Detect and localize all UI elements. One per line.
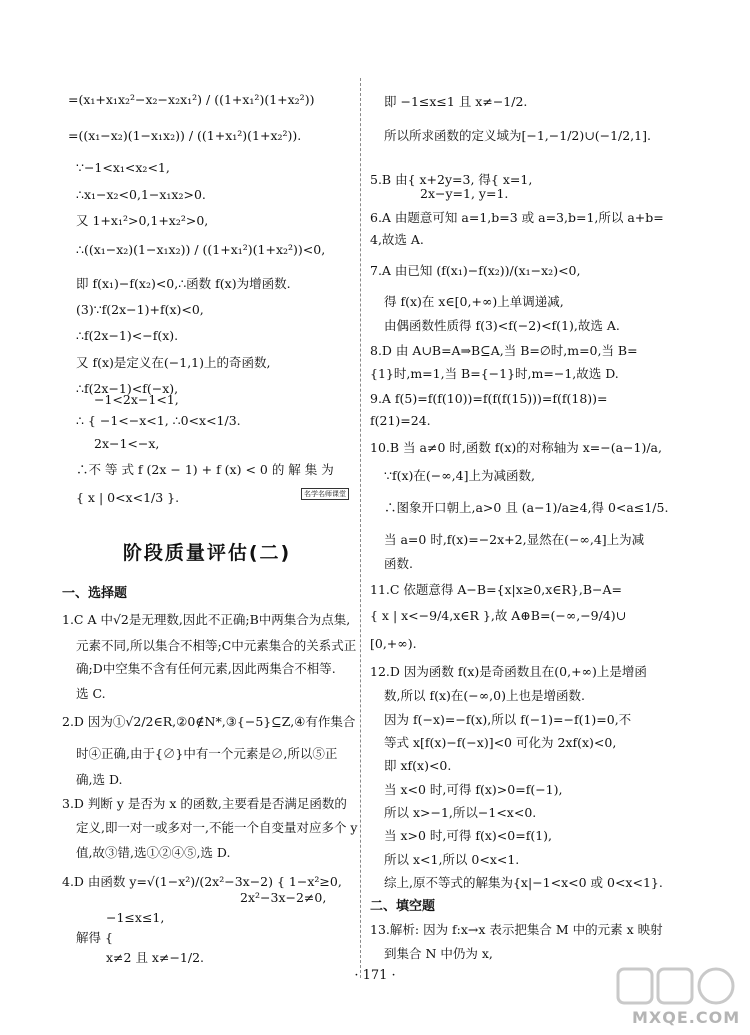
text-line: ∴x₁−x₂<0,1−x₁x₂>0. bbox=[76, 187, 206, 202]
text-line: 确;D中空集不含有任何元素,因此两集合不相等. bbox=[76, 661, 336, 676]
text-line: 时④正确,由于{∅}中有一个元素是∅,所以⑤正 bbox=[76, 746, 338, 761]
text-line: 2.D 因为①√2/2∈R,②0∉N*,③{−5}⊆Z,④有作集合 bbox=[62, 714, 356, 729]
text-line: 又 1+x₁²>0,1+x₂²>0, bbox=[76, 213, 209, 228]
watermark-text: MXQE.COM bbox=[632, 1008, 741, 1027]
text-line: −1<2x−1<1, bbox=[94, 392, 179, 407]
part-heading: 一、选择题 bbox=[62, 586, 128, 601]
text-line: 3.D 判断 y 是否为 x 的函数,主要看是否满足函数的 bbox=[62, 796, 347, 811]
text-line: 值,故③错,选①②④⑤,选 D. bbox=[76, 845, 231, 860]
text-line: 所以 x<1,所以 0<x<1. bbox=[384, 852, 520, 867]
text-line: ∴f(2x−1)<f(−x), bbox=[76, 381, 179, 396]
text-line: 5.B 由{ x+2y=3, 得{ x=1, bbox=[370, 172, 533, 187]
text-line: { x | x<−9/4,x∈R },故 A⊕B=(−∞,−9/4)∪ bbox=[370, 608, 627, 623]
brand-tag: 名学名师课堂 bbox=[301, 488, 349, 500]
text-line: ∴ { −1<−x<1, ∴0<x<1/3. bbox=[76, 413, 241, 428]
text-line: 又 f(x)是定义在(−1,1)上的奇函数, bbox=[76, 355, 271, 370]
text-line: 即 xf(x)<0. bbox=[384, 758, 452, 773]
text-line: 当 a=0 时,f(x)=−2x+2,显然在(−∞,4]上为减 bbox=[384, 532, 645, 547]
text-line: 即 f(x₁)−f(x₂)<0,∴函数 f(x)为增函数. bbox=[76, 276, 291, 291]
text-line: 到集合 N 中仍为 x, bbox=[384, 946, 493, 961]
text-line: 2x−1<−x, bbox=[94, 436, 160, 451]
text-line: =(x₁+x₁x₂²−x₂−x₂x₁²) / ((1+x₁²)(1+x₂²)) bbox=[68, 92, 315, 107]
text-line: 定义,即一对一或多对一,不能一个自变量对应多个 y bbox=[76, 820, 358, 835]
text-line: x≠2 且 x≠−1/2. bbox=[106, 950, 205, 965]
text-line: ∵f(x)在(−∞,4]上为减函数, bbox=[384, 468, 535, 483]
text-line: 选 C. bbox=[76, 686, 106, 701]
text-line: 解得 { bbox=[76, 930, 113, 945]
text-line: ∴f(2x−1)<−f(x). bbox=[76, 328, 179, 343]
text-line: 7.A 由已知 (f(x₁)−f(x₂))/(x₁−x₂)<0, bbox=[370, 263, 581, 278]
text-line: { x | 0<x<1/3 }. bbox=[76, 490, 180, 505]
text-line: 得 f(x)在 x∈[0,+∞)上单调递减, bbox=[384, 294, 564, 309]
text-line: 2x−y=1, y=1. bbox=[420, 186, 509, 201]
part-heading: 二、填空题 bbox=[370, 899, 436, 914]
text-line: 11.C 依题意得 A−B={x|x≥0,x∈R},B−A= bbox=[370, 582, 623, 597]
text-line: 由偶函数性质得 f(3)<f(−2)<f(1),故选 A. bbox=[384, 318, 620, 333]
text-line: 12.D 因为函数 f(x)是奇函数且在(0,+∞)上是增函 bbox=[370, 664, 647, 679]
text-line: −1≤x≤1, bbox=[106, 910, 165, 925]
text-line: {1}时,m=1,当 B={−1}时,m=−1,故选 D. bbox=[370, 366, 619, 381]
text-line: 函数. bbox=[384, 556, 413, 571]
text-line: 元素不同,所以集合不相等;C中元素集合的关系式正 bbox=[76, 638, 357, 653]
text-line: 6.A 由题意可知 a=1,b=3 或 a=3,b=1,所以 a+b= bbox=[370, 210, 664, 225]
text-line: 8.D 由 A∪B=A⇒B⊆A,当 B=∅时,m=0,当 B= bbox=[370, 343, 638, 358]
text-line: 2x²−3x−2≠0, bbox=[240, 890, 327, 905]
text-line: 4,故选 A. bbox=[370, 232, 424, 247]
text-line: 1.C A 中√2是无理数,因此不正确;B中两集合为点集, bbox=[62, 612, 351, 627]
text-line: 因为 f(−x)=−f(x),所以 f(−1)=−f(1)=0,不 bbox=[384, 712, 632, 727]
text-line: 10.B 当 a≠0 时,函数 f(x)的对称轴为 x=−(a−1)/a, bbox=[370, 440, 662, 455]
section-title: 阶段质量评估(二) bbox=[122, 542, 292, 564]
text-line: 当 x<0 时,可得 f(x)>0=f(−1), bbox=[384, 782, 563, 797]
text-line: (3)∵f(2x−1)+f(x)<0, bbox=[76, 302, 204, 317]
text-line: [0,+∞). bbox=[370, 636, 417, 651]
text-line: 13.解析: 因为 f:x→x 表示把集合 M 中的元素 x 映射 bbox=[370, 922, 663, 937]
text-line: =((x₁−x₂)(1−x₁x₂)) / ((1+x₁²)(1+x₂²)). bbox=[68, 128, 302, 143]
text-line: ∴不 等 式 f (2x − 1) + f (x) < 0 的 解 集 为 bbox=[76, 462, 334, 477]
text-line: 所以 x>−1,所以−1<x<0. bbox=[384, 805, 537, 820]
text-line: 所以所求函数的定义域为[−1,−1/2)∪(−1/2,1]. bbox=[384, 128, 651, 143]
text-line: 数,所以 f(x)在(−∞,0)上也是增函数. bbox=[384, 688, 585, 703]
text-line: 4.D 由函数 y=√(1−x²)/(2x²−3x−2) { 1−x²≥0, bbox=[62, 874, 342, 889]
text-line: f(21)=24. bbox=[370, 413, 431, 428]
text-line: ∴((x₁−x₂)(1−x₁x₂)) / ((1+x₁²)(1+x₂²))<0, bbox=[76, 242, 326, 257]
text-line: 等式 x[f(x)−f(−x)]<0 可化为 2xf(x)<0, bbox=[384, 735, 617, 750]
text-line: ∴图象开口朝上,a>0 且 (a−1)/a≥4,得 0<a≤1/5. bbox=[384, 500, 669, 515]
text-line: 综上,原不等式的解集为{x|−1<x<0 或 0<x<1}. bbox=[384, 875, 663, 890]
text-line: 当 x>0 时,可得 f(x)<0=f(1), bbox=[384, 828, 553, 843]
text-line: 即 −1≤x≤1 且 x≠−1/2. bbox=[384, 94, 528, 109]
page-number: · 171 · bbox=[354, 968, 396, 983]
column-divider bbox=[360, 78, 361, 978]
text-line: 9.A f(5)=f(f(10))=f(f(f(15)))=f(f(18))= bbox=[370, 391, 608, 406]
text-line: ∵−1<x₁<x₂<1, bbox=[76, 160, 170, 175]
text-line: 确,选 D. bbox=[76, 772, 123, 787]
